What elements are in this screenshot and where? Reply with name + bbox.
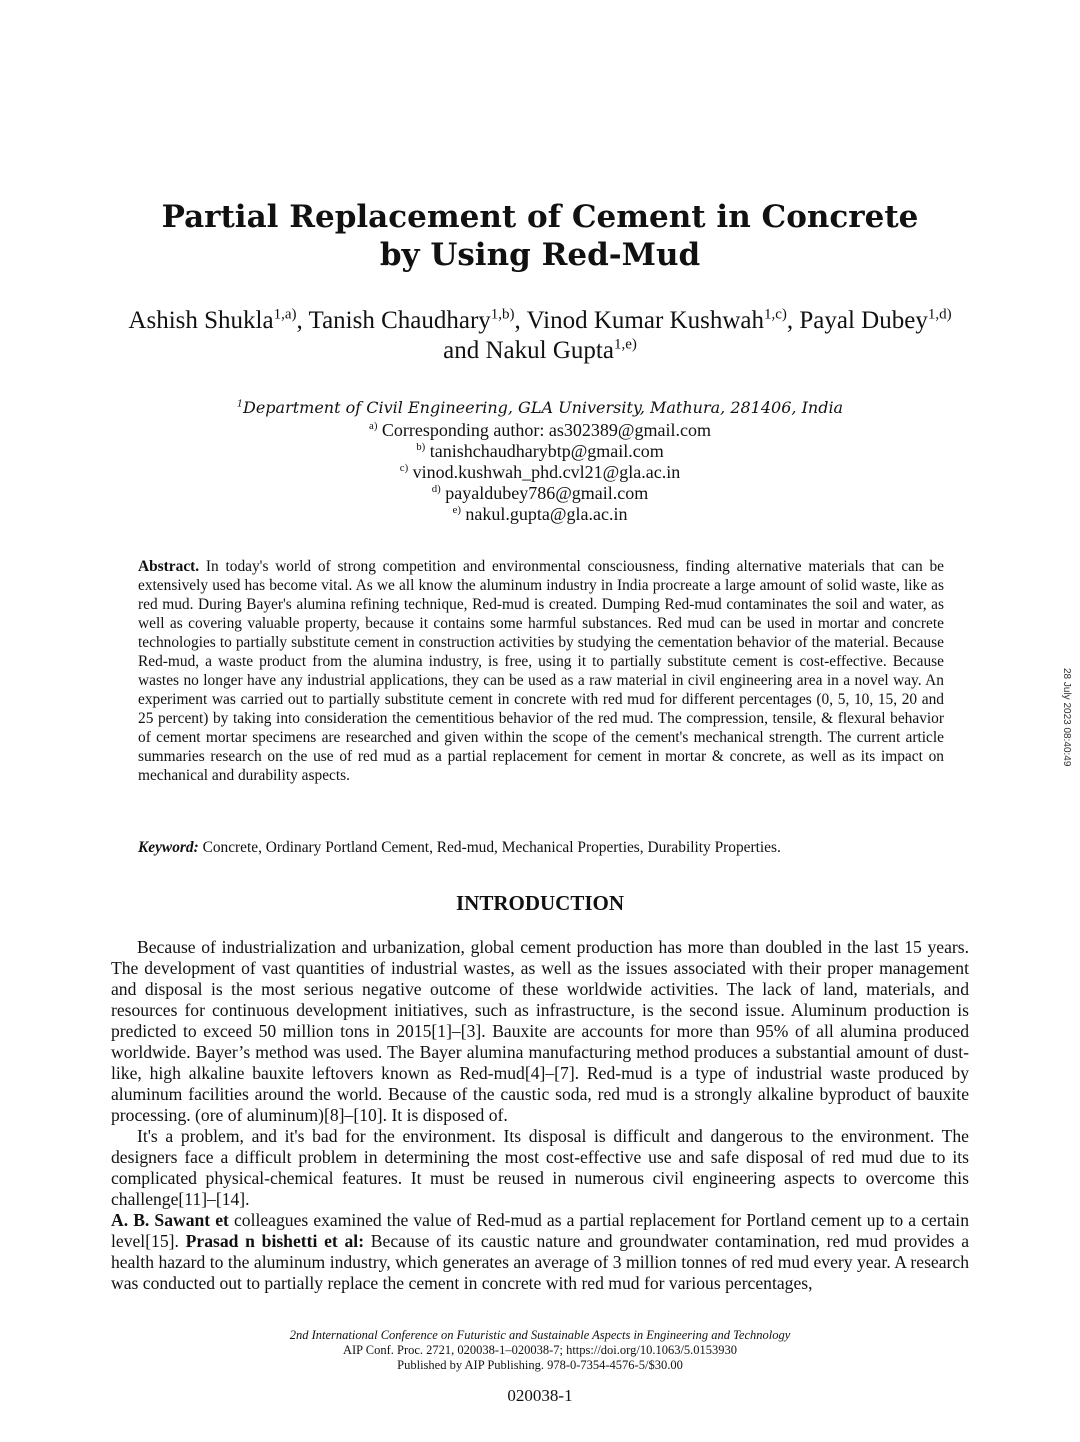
author-separator: , <box>296 307 309 334</box>
paragraph-text: colleagues examined the value of Red-mud as a partial replacement for Portland cement up to a certain level[15]. <box>111 1210 969 1251</box>
keywords-text: Concrete, Ordinary Portland Cement, Red-mud, Mechanical Properties, Durability Properties. <box>202 839 781 856</box>
author-name: Ashish Shukla <box>128 307 274 334</box>
email-mark: d) <box>431 483 441 495</box>
email-line <box>140 462 940 483</box>
conference-name: 2nd International Conference on Futuristic and Sustainable Aspects in Engineering and Technology <box>289 1328 791 1342</box>
affiliation-mark: 1 <box>236 398 243 410</box>
email-text: Corresponding author: as302389@gmail.com <box>381 420 711 440</box>
author-name: Payal Dubey <box>799 307 928 334</box>
email-mark: e) <box>452 504 461 516</box>
email-line <box>140 504 940 525</box>
cited-author: Prasad n bishetti et al: <box>185 1231 365 1251</box>
email-list <box>140 420 940 525</box>
affiliation-text: Department of Civil Engineering, GLA University, Mathura, 281406, India <box>243 398 844 417</box>
author-affiliation-mark: 1,b) <box>490 306 515 323</box>
paragraph: Because of industrialization and urbanization, global cement production has more than doubled in the last 15 years. The development of vast quantities of industrial wastes, as well as the issues associated with their proper management and disposal is the most serious negative outcome of these worldwide activities. The lack of land, materials, and resources for continuous development initiatives, such as infrastructure, is the second issue. Aluminum production is predicted to exceed 50 million tons in 2015[1]–[3]. Bauxite are accounts for more than 95% of all alumina produced worldwide. Bayer’s method was used. The Bayer alumina manufacturing method produces a substantial amount of dust-like, high alkaline bauxite leftovers known as Red-mud[4]–[7]. Red-mud is a type of industrial waste produced by aluminum facilities around the world. Because of the caustic soda, red mud is a strongly alkaline byproduct of bauxite processing. (ore of aluminum)[8]–[10]. It is disposed of. <box>111 937 969 1125</box>
author-separator: and <box>443 337 486 364</box>
author-name: Tanish Chaudhary <box>308 307 491 334</box>
abstract-label: Abstract. <box>138 558 200 575</box>
author-affiliation-mark: 1,d) <box>927 306 952 323</box>
affiliation <box>140 398 940 418</box>
author-separator: , <box>786 307 800 334</box>
email-line <box>140 441 940 462</box>
email-text: vinod.kushwah_phd.cvl21@gla.ac.in <box>412 462 681 482</box>
email-line <box>140 483 940 504</box>
publisher-line: Published by AIP Publishing. 978-0-7354-4576-5/$30.00 <box>397 1358 683 1372</box>
paragraph <box>111 1210 969 1294</box>
cited-author: A. B. Sawant et <box>111 1210 229 1230</box>
email-text: payaldubey786@gmail.com <box>445 483 649 503</box>
author-list <box>120 306 960 366</box>
email-line <box>140 420 940 441</box>
author-affiliation-mark: 1,a) <box>273 306 297 323</box>
author-name: Nakul Gupta <box>485 337 614 364</box>
download-timestamp: 28 July 2023 08:40:49 <box>1061 668 1072 767</box>
email-mark: b) <box>416 441 426 453</box>
page-number: 020038-1 <box>507 1386 573 1405</box>
abstract-text: In today's world of strong competition and environmental consciousness, finding alternative materials that can be extensively used has become vital. As we all know the aluminum industry in India procreate a large amount of solid waste, like as red mud. During Bayer's alumina refining technique, Red-mud is created. Dumping Red-mud contaminates the soil and water, as well as covering valuable property, because it contains some harmful substances. Red mud can be used in mortar and concrete technologies to partially substitute cement in construction activities by studying the cementation behavior of the material. Because Red-mud, a waste product from the alumina industry, is free, using it to partially substitute cement is cost-effective. Because wastes no longer have any industrial applications, they can be used as a raw material in civil engineering area in a novel way. An experiment was carried out to partially substitute cement in concrete with red mud for different percentages (0, 5, 10, 15, 20 and 25 percent) by taking into consideration the cementitious behavior of the red mud. The compression, tensile, & flexural behavior of cement mortar specimens are researched and given within the scope of the cement's mechanical strength. The current article summaries research on the use of red mud as a partial replacement for cement in mortar & concrete, as well as its impact on mechanical and durability aspects. <box>138 558 944 784</box>
email-text: nakul.gupta@gla.ac.in <box>465 504 628 524</box>
email-mark: c) <box>399 462 409 474</box>
author-affiliation-mark: 1,e) <box>613 336 637 353</box>
author-affiliation-mark: 1,c) <box>763 306 787 323</box>
author-name: Vinod Kumar Kushwah <box>526 307 764 334</box>
introduction-body <box>111 937 969 1294</box>
keywords <box>138 838 944 857</box>
paper-title: Partial Replacement of Cement in Concrete by Using Red-Mud <box>161 199 919 273</box>
section-heading-introduction: INTRODUCTION <box>455 891 625 915</box>
citation-line: AIP Conf. Proc. 2721, 020038-1–020038-7; https://doi.org/10.1063/5.0153930 <box>342 1343 738 1357</box>
paragraph-text: Because of its caustic nature and groundwater contamination, red mud provides a health hazard to the aluminum industry, which generates an average of 3 million tonnes of red mud every year. A research was conducted out to partially replace the cement in concrete with red mud for various percentages, <box>111 1231 969 1293</box>
paragraph: It's a problem, and it's bad for the environment. Its disposal is difficult and dangerous to the environment. The designers face a difficult problem in determining the most cost-effective use and safe disposal of red mud due to its complicated physical-chemical features. It must be reused in numerous civil engineering aspects to overcome this challenge[11]–[14]. <box>111 1126 969 1209</box>
keywords-label: Keyword: <box>138 839 199 856</box>
email-mark: a) <box>369 420 378 432</box>
page-footer <box>140 1328 940 1373</box>
abstract <box>138 557 944 785</box>
email-text: tanishchaudharybtp@gmail.com <box>429 441 664 461</box>
author-separator: , <box>514 307 527 334</box>
